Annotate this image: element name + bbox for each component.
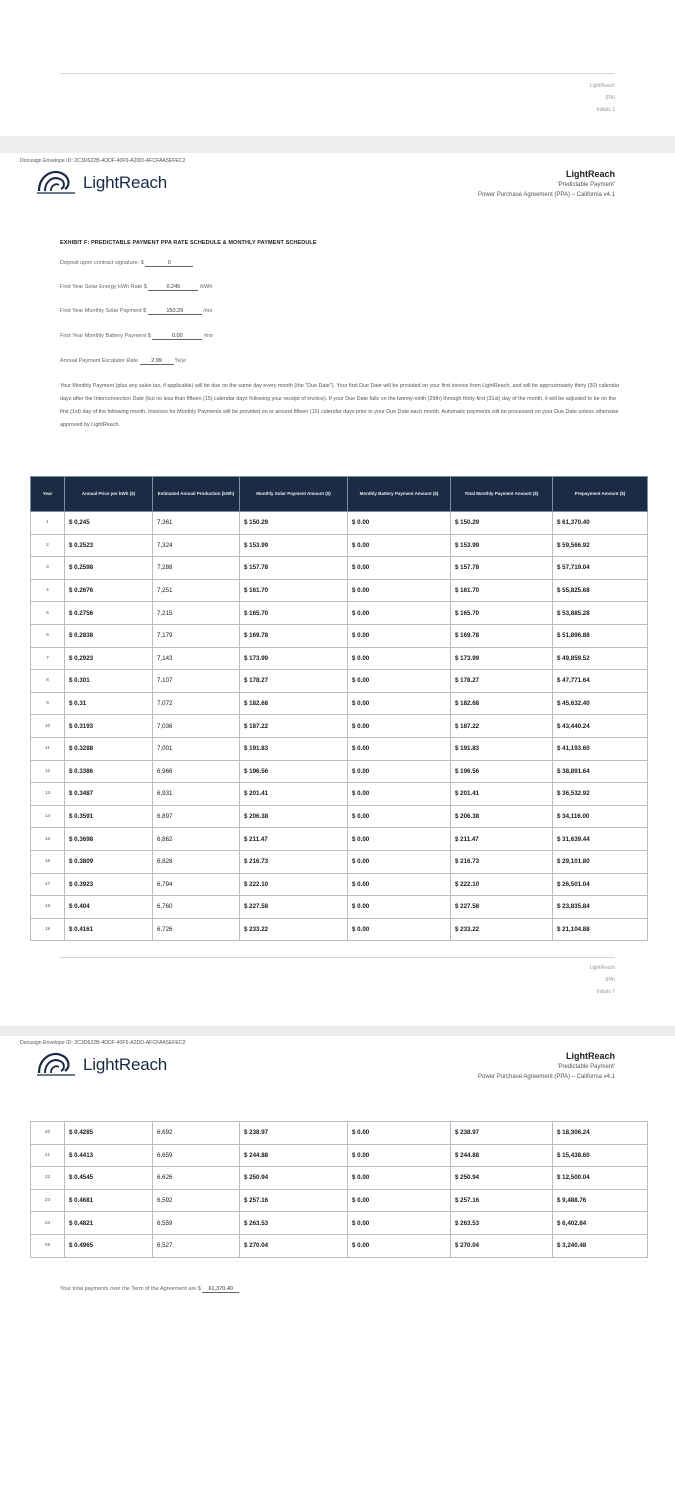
table-cell: $ 0.2923 [65,647,153,670]
year-cell: 4 [31,579,65,602]
table-cell: $ 0.2756 [65,602,153,625]
table-cell: $ 0.00 [348,602,451,625]
year-cell: 5 [31,602,65,625]
table-cell: $ 21,104.88 [553,918,648,941]
table-cell: $ 31,639.44 [553,828,648,851]
table-cell: 7,288 [153,557,240,580]
header-year: Year [31,477,65,512]
table-cell: $ 165.70 [240,602,348,625]
field-unit: %/yr [175,358,187,364]
table-cell: $ 0.245 [65,512,153,535]
year-cell: 20 [31,1122,65,1145]
table-cell: $ 178.27 [240,670,348,693]
table-cell: $ 45,632.40 [553,692,648,715]
payment-terms-paragraph: Your Monthly Payment (plus any sales tax, if applicable) will be due on the same day every month (the "Due Date"). Your first Due Date will be provided on your first invoice from LightReach, and will be approximately thirty (30) calendar days after the Interconnection Date (but no less than fifteen (15) calendar days following your receipt of invoice). If your Due Date falls on the twenty-ninth (29th) through thirty-first (31st) day of the month, it will be adjusted to be on the first (1st) day of the following month. Invoices for Monthly Payments will be provided on or around fifteen (15) calendar days prior to your Due Date each month. Automatic payments will be processed on your Due Date unless otherwise approved by LightReach. [60,383,620,428]
table-cell: $ 57,719.04 [553,557,648,580]
field-unit: /mo [203,308,213,314]
table-row [31,1167,648,1190]
table-cell: $ 0.4161 [65,918,153,941]
table-cell: $ 0.4285 [65,1122,153,1145]
footer-line: LightReach [589,965,615,971]
table-cell: $ 34,116.00 [553,805,648,828]
table-cell: $ 0.00 [348,918,451,941]
year-cell: 1 [31,512,65,535]
table-cell: $ 0.00 [348,828,451,851]
table-cell: 6,626 [153,1167,240,1190]
table-cell: $ 0.00 [348,1122,451,1145]
table-row [31,1144,648,1167]
company-name: LightReach [565,1051,615,1061]
table-cell: 6,862 [153,828,240,851]
footer-initials [590,80,615,116]
page-2 [0,1036,675,1500]
table-cell: $ 0.00 [348,1144,451,1167]
table-cell: $ 222.10 [240,873,348,896]
table-cell: 7,251 [153,579,240,602]
table-cell: $ 0.4821 [65,1212,153,1235]
table-cell: $ 36,532.92 [553,783,648,806]
table-cell: $ 0.00 [348,1212,451,1235]
table-cell: $ 0.00 [348,670,451,693]
table-row [31,737,648,760]
table-cell: $ 0.00 [348,1167,451,1190]
table-cell: $ 0.3923 [65,873,153,896]
table-cell: $ 169.78 [451,624,553,647]
table-cell: $ 12,500.04 [553,1167,648,1190]
table-cell: $ 49,859.52 [553,647,648,670]
payment-schedule-table-continued [30,1121,648,1258]
table-cell: $ 0.3386 [65,760,153,783]
table-cell: $ 0.2598 [65,557,153,580]
table-cell: $ 165.70 [451,602,553,625]
table-row [31,557,648,580]
total-label: Your total payments over the Term of the Agreement are $ [60,1286,201,1292]
document-header [478,1050,615,1082]
table-cell: $ 0.3487 [65,783,153,806]
logo-wordmark: LightReach [83,1055,168,1074]
table-cell: $ 0.00 [348,760,451,783]
table-cell: $ 211.47 [240,828,348,851]
table-cell: $ 29,101.80 [553,850,648,873]
year-cell: 17 [31,873,65,896]
field-value: 0.00 [152,333,202,340]
table-cell: $ 227.58 [240,896,348,919]
footer-line: Initials 1 [596,107,615,113]
table-cell: $ 0.00 [348,534,451,557]
table-row [31,828,648,851]
table-cell: $ 201.41 [240,783,348,806]
table-cell: $ 53,885.28 [553,602,648,625]
table-cell: $ 0.2676 [65,579,153,602]
field-value: 0.245 [148,284,198,291]
table-cell: $ 182.68 [240,692,348,715]
table-cell: $ 0.4545 [65,1167,153,1190]
footer-line: LightReach [589,83,615,89]
footer-line: (PA) [605,95,615,101]
table-row [31,1234,648,1257]
header-total-monthly-payment: Total Monthly Payment Amount ($) [451,477,553,512]
table-cell: 7,107 [153,670,240,693]
field-label: First Year Solar Energy kWh Rate $ [60,284,147,290]
header-estimated-production: Estimated Annual Production (kWh) [153,477,240,512]
lightreach-logo [35,1047,195,1083]
table-row [31,1189,648,1212]
table-cell: $ 187.22 [451,715,553,738]
monthly-battery-payment-field [60,333,213,340]
table-row [31,873,648,896]
docusign-envelope-id: Docusign Envelope ID: 2C3D622B-4DDF-40F5-A2DD-AFCFAA5EFEC2 [20,1040,186,1046]
table-row [31,670,648,693]
table-row [31,850,648,873]
table-cell: $ 0.3193 [65,715,153,738]
table-cell: $ 173.99 [451,647,553,670]
table-cell: $ 196.56 [240,760,348,783]
table-cell: $ 41,193.60 [553,737,648,760]
table-cell: $ 0.00 [348,1189,451,1212]
table-cell: $ 182.68 [451,692,553,715]
table-cell: $ 150.29 [240,512,348,535]
table-cell: 6,931 [153,783,240,806]
table-row [31,715,648,738]
table-cell: $ 263.53 [240,1212,348,1235]
table-cell: $ 0.00 [348,579,451,602]
table-cell: 6,760 [153,896,240,919]
payment-schedule-table [30,476,648,941]
field-unit: /mo [203,333,214,339]
table-row [31,602,648,625]
table-cell: 7,001 [153,737,240,760]
table-cell: $ 250.94 [451,1167,553,1190]
table-cell: $ 0.00 [348,850,451,873]
previous-page-tail [0,0,675,136]
table-cell: $ 187.22 [240,715,348,738]
table-cell: $ 0.00 [348,647,451,670]
table-cell: $ 51,896.88 [553,624,648,647]
table-cell: $ 61,370.40 [553,512,648,535]
table-cell: $ 157.78 [451,557,553,580]
company-name: LightReach [565,169,615,179]
header-monthly-battery-payment: Monthly Battery Payment Amount ($) [348,477,451,512]
footer-divider [60,957,615,958]
year-cell: 11 [31,737,65,760]
table-cell: $ 0.3698 [65,828,153,851]
table-cell: 7,036 [153,715,240,738]
table-row [31,896,648,919]
total-value: 61,370.40 [202,1286,238,1293]
table-row [31,624,648,647]
table-cell: $ 0.2523 [65,534,153,557]
table-cell: $ 270.04 [451,1234,553,1257]
table-cell: $ 0.4965 [65,1234,153,1257]
field-label: First Year Monthly Solar Payment $ [60,308,147,314]
header-prepayment-amount: Prepayment Amount ($) [553,477,648,512]
table-cell: $ 270.04 [240,1234,348,1257]
header-price-per-kwh: Annual Price per kWh ($) [65,477,153,512]
year-cell: 22 [31,1167,65,1190]
lightreach-logo-icon [35,1049,79,1079]
year-cell: 21 [31,1144,65,1167]
table-cell: $ 263.53 [451,1212,553,1235]
table-cell: 6,659 [153,1144,240,1167]
table-cell: $ 26,501.04 [553,873,648,896]
monthly-solar-payment-field [60,308,212,315]
lightreach-logo-icon [35,167,79,197]
table-cell: $ 3,240.48 [553,1234,648,1257]
table-cell: $ 238.97 [240,1122,348,1145]
document-header [478,168,615,200]
table-cell: 7,179 [153,624,240,647]
table-cell: $ 47,771.64 [553,670,648,693]
table-cell: 6,897 [153,805,240,828]
year-cell: 3 [31,557,65,580]
table-cell: $ 222.10 [451,873,553,896]
table-cell: $ 157.78 [240,557,348,580]
table-cell: $ 257.16 [240,1189,348,1212]
year-cell: 10 [31,715,65,738]
year-cell: 2 [31,534,65,557]
table-cell: 6,794 [153,873,240,896]
footer-line: (PA) [605,977,615,983]
escalator-rate-field [60,358,186,365]
footer-divider [60,73,615,74]
table-row [31,579,648,602]
table-cell: $ 0.00 [348,805,451,828]
table-cell: $ 43,440.24 [553,715,648,738]
table-row [31,534,648,557]
field-label: Deposit upon contract signature: $ [60,260,144,266]
table-cell: $ 59,566.92 [553,534,648,557]
year-cell: 14 [31,805,65,828]
agreement-version: Power Purchase Agreement (PPA) – California v4.1 [478,1074,615,1080]
table-cell: $ 0.3809 [65,850,153,873]
year-cell: 24 [31,1212,65,1235]
footer-line: Initials 7 [596,989,615,995]
table-cell: 7,215 [153,602,240,625]
table-cell: $ 0.4413 [65,1144,153,1167]
field-label: First Year Monthly Battery Payment $ [60,333,151,339]
table-header-row [31,477,648,512]
field-value: 0 [145,260,193,267]
year-cell: 12 [31,760,65,783]
table-row [31,512,648,535]
year-cell: 7 [31,647,65,670]
table-cell: $ 201.41 [451,783,553,806]
table-cell: $ 55,825.68 [553,579,648,602]
exhibit-title: EXHIBIT F: PREDICTABLE PAYMENT PPA RATE SCHEDULE & MONTHLY PAYMENT SCHEDULE [60,240,317,246]
logo-wordmark: LightReach [83,173,168,192]
table-cell: $ 0.00 [348,737,451,760]
table-cell: $ 0.00 [348,692,451,715]
table-cell: $ 0.3591 [65,805,153,828]
table-cell: 6,692 [153,1122,240,1145]
table-cell: $ 169.78 [240,624,348,647]
table-cell: $ 196.56 [451,760,553,783]
table-cell: $ 0.301 [65,670,153,693]
table-cell: $ 9,488.76 [553,1189,648,1212]
year-cell: 18 [31,896,65,919]
table-cell: 6,966 [153,760,240,783]
table-cell: 7,143 [153,647,240,670]
table-cell: $ 150.29 [451,512,553,535]
table-cell: $ 191.83 [451,737,553,760]
table-cell: $ 173.99 [240,647,348,670]
table-cell: $ 18,306.24 [553,1122,648,1145]
table-cell: $ 0.00 [348,624,451,647]
table-cell: 7,361 [153,512,240,535]
field-label: Annual Payment Escalator Rate [60,358,138,364]
table-cell: $ 233.22 [451,918,553,941]
year-cell: 15 [31,828,65,851]
table-cell: $ 250.94 [240,1167,348,1190]
table-row [31,647,648,670]
table-cell: $ 191.83 [240,737,348,760]
table-cell: $ 0.00 [348,557,451,580]
table-cell: $ 161.70 [240,579,348,602]
year-cell: 8 [31,670,65,693]
year-cell: 19 [31,918,65,941]
table-cell: $ 206.38 [240,805,348,828]
table-cell: $ 216.73 [240,850,348,873]
table-cell: $ 0.404 [65,896,153,919]
table-cell: $ 0.31 [65,692,153,715]
table-cell: $ 23,835.84 [553,896,648,919]
table-cell: $ 206.38 [451,805,553,828]
table-cell: $ 0.00 [348,715,451,738]
table-cell: $ 38,891.64 [553,760,648,783]
table-cell: 6,559 [153,1212,240,1235]
agreement-type: 'Predictable Payment' [557,182,615,188]
table-cell: $ 153.99 [240,534,348,557]
year-cell: 16 [31,850,65,873]
table-cell: $ 178.27 [451,670,553,693]
table-cell: 6,726 [153,918,240,941]
table-cell: 6,527 [153,1234,240,1257]
field-value: 2.99 [140,358,174,365]
deposit-field [60,260,193,267]
page-separator [0,136,675,153]
table-row [31,1212,648,1235]
table-row [31,1122,648,1145]
table-cell: $ 161.70 [451,579,553,602]
agreement-version: Power Purchase Agreement (PPA) – California v4.1 [478,192,615,198]
year-cell: 9 [31,692,65,715]
table-row [31,918,648,941]
table-cell: $ 0.00 [348,1234,451,1257]
agreement-type: 'Predictable Payment' [557,1064,615,1070]
table-cell: $ 211.47 [451,828,553,851]
header-monthly-solar-payment: Monthly Solar Payment Amount ($) [240,477,348,512]
table-cell: $ 0.00 [348,873,451,896]
page-separator [0,1026,675,1036]
table-cell: 6,592 [153,1189,240,1212]
table-cell: $ 0.00 [348,512,451,535]
table-cell: $ 233.22 [240,918,348,941]
footer-initials [590,962,615,998]
table-cell: 7,324 [153,534,240,557]
field-unit: /kWh [199,284,213,290]
year-cell: 13 [31,783,65,806]
year-cell: 6 [31,624,65,647]
table-cell: $ 6,402.84 [553,1212,648,1235]
table-cell: $ 216.73 [451,850,553,873]
table-row [31,805,648,828]
table-cell: $ 227.58 [451,896,553,919]
docusign-envelope-id: Docusign Envelope ID: 2C3D622B-4DDF-40F5-A2DD-AFCFAA5EFEC2 [20,158,186,164]
table-cell: $ 153.99 [451,534,553,557]
table-cell: 7,072 [153,692,240,715]
table-cell: $ 0.00 [348,896,451,919]
year-cell: 23 [31,1189,65,1212]
table-cell: $ 0.4681 [65,1189,153,1212]
table-cell: $ 0.00 [348,783,451,806]
table-row [31,692,648,715]
field-value: 150.29 [148,308,202,315]
table-cell: 6,828 [153,850,240,873]
table-cell: $ 244.88 [240,1144,348,1167]
lightreach-logo [35,165,195,201]
total-payments-line [60,1286,239,1293]
table-cell: $ 0.2838 [65,624,153,647]
year-cell: 25 [31,1234,65,1257]
table-cell: $ 0.3288 [65,737,153,760]
table-row [31,760,648,783]
kwh-rate-field [60,284,212,291]
table-cell: $ 238.97 [451,1122,553,1145]
table-row [31,783,648,806]
table-cell: $ 15,438.60 [553,1144,648,1167]
table-cell: $ 257.16 [451,1189,553,1212]
table-cell: $ 244.88 [451,1144,553,1167]
